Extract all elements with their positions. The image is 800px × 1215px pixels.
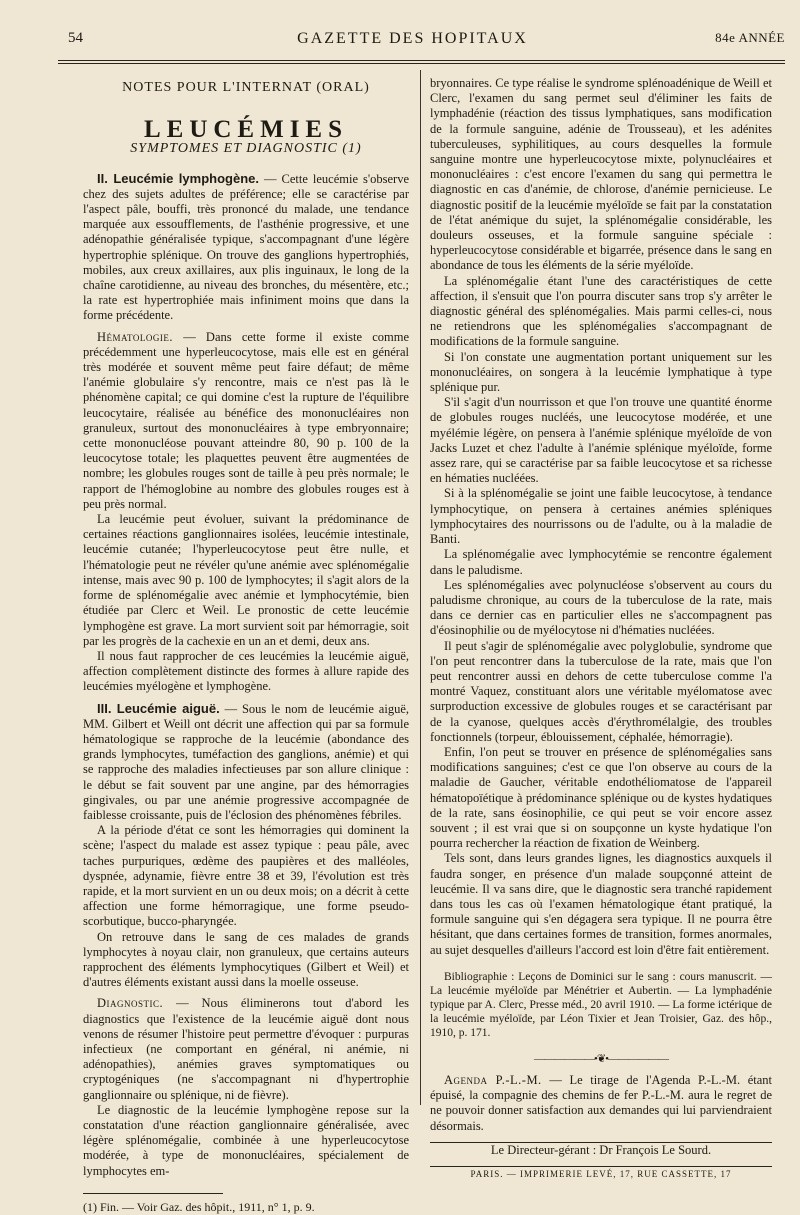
paragraph: Enfin, l'on peut se trouver en présence de splénomégalies sans modifications sanguines; c'est ce que l'on observe au cours de la maladie de Gaucher, véritable endothéliomatose de l'appareil hématopoïétique à prédominance splénique ou de kystes hydatiques de la rate, sans éosinophilie, ce qui peut se voir encore assez souvent ; il est vrai que si on soupçonne un kyste hydatique l'on pourra rechercher la réaction de fixation de Weinberg. bbox=[430, 744, 772, 851]
footnote-rule bbox=[83, 1193, 223, 1194]
subheading: Diagnostic. bbox=[97, 996, 164, 1011]
footnote: (1) Fin. — Voir Gaz. des hôpit., 1911, n° 1, p. 9. bbox=[83, 1199, 315, 1214]
page-number: 54 bbox=[68, 30, 83, 46]
paragraph: La leucémie peut évoluer, suivant la prédominance de certaines réactions ganglionnaires isolées, leucémie intestinale, leucémie cutanée; l'hyperleucocytose peut être nulle, et l'hématologie peut ne révéler qu'une anémie avec splénomégalie intense, mais avec 90 p. 100 de lymphocytes; il s'agit alors de la forme de splénomégalie avec anémie et lymphocytémie, bien étudiée par Clerc et Weil. Le pronostic de cette leucémie lymphogène est grave. La mort survient soit par hémorragie, soit par les progrès de la cachexie en un an et demi, deux ans. bbox=[83, 512, 409, 648]
paragraph-text: — Dans cette forme il existe comme précédemment une hyperleucocytose, mais elle est en général très modérée et souvent même peut faire défaut; de même l'anémie globulaire s'y rencontre, mais ce n'est pas là le phénomène capital; ce qui domine c'est la rupture de l'équilibre leucocytaire, réalisée au bénéfice des mononucléaires non granuleux, surtout des mononucléaires à type embryonnaire; cette mononucléose pouvant atteindre 80, 90 p. 100 de la leucocytose totale; les plaquettes peuvent être augmentées de nombre; les globules rouges sont de taille à peu près normale; le rapport de l'hémoglobine au nombre des globules rouges est à peu près normal. bbox=[83, 329, 409, 511]
ornament-divider: ——————•❦•—————— bbox=[534, 1052, 668, 1065]
paragraph: Si l'on constate une augmentation portant uniquement sur les mononucléaires, on songera à la leucémie lymphatique à type splénique pur. bbox=[430, 349, 772, 395]
header-rule-2 bbox=[58, 63, 785, 64]
paragraph: S'il s'agit d'un nourrisson et que l'on trouve une quantité énorme de globules rouges nucléés, une leucocytose modérée, et une myélémie légère, on pensera à l'anémie splénique myéloïde de von Jacks Luzet et chez l'adulte à l'anémie splénique myéloïde, forme assez rare, qui se caractérise par sa faible leucocytose et sa richesse en hématies nucléées. bbox=[430, 395, 772, 486]
section-kicker: NOTES POUR L'INTERNAT (ORAL) bbox=[122, 80, 370, 95]
paragraph: Il peut s'agir de splénomégalie avec polyglobulie, syndrome que l'on peut rencontrer dans la tuberculose de la rate, mais que l'on peut rencontrer aussi en dehors de cette tuberculose comme l'a montré Vaquez, constituant alors une véritable myélomatose avec surproduction excessive de globules rouges et se caractérisant par de la cyanose, quelques accès d'érythromélalgie, des troubles fonctionnels (torpeur, éblouissement, céphalée, hémorragie). bbox=[430, 638, 772, 744]
running-header bbox=[40, 30, 785, 52]
article-subtitle: SYMPTOMES ET DIAGNOSTIC (1) bbox=[130, 141, 362, 157]
subheading: Agenda P.-L.-M. bbox=[444, 1072, 542, 1087]
paragraph: Le diagnostic de la leucémie lymphogène repose sur la constatation d'une réaction ganglionnaire généralisée, avec légère splénomégalie, combinée à une hyperleucocytose modérée, à type de mononucléaires, spécialement de lymphocytes em- bbox=[83, 1102, 409, 1178]
left-column bbox=[83, 76, 409, 1215]
column-divider bbox=[420, 70, 421, 1105]
paragraph-text: — Nous éliminerons tout d'abord les diagnostics que l'existence de la leucémie aiguë dont nous venons de résumer l'histoire peut permettre d'évoquer : purpuras infectieux (ne comportant en général, ni anémie, ni adénopathies), anémies graves symptomatiques ou cryptogéniques (ne s'accompagnant ni d'hypertrophie ganglionnaire ou splénique, ni de fièvre). bbox=[83, 996, 410, 1102]
paragraph: Il nous faut rapprocher de ces leucémies la leucémie aiguë, affection complètement distincte des formes à allure rapide des leucémies myélogène et lymphogène. bbox=[83, 648, 409, 694]
paragraph: La splénomégalie avec lymphocytémie se rencontre également dans le paludisme. bbox=[430, 547, 772, 577]
paragraph: A la période d'état ce sont les hémorragies qui dominent la scène; l'aspect du malade est assez typique : peau pâle, avec taches purpuriques, œdème des paupières et des malléoles, dyspnée, adynamie, fièvre entre 38 et 39, l'évolution est très rapide, et la mort survient en un ou deux mois; on a décrit à cette affection une forme hémorragique, une forme pseudo-scorbutique, bucco-pharyngée. bbox=[83, 823, 409, 929]
section-heading: II. Leucémie lymphogène. bbox=[97, 170, 259, 186]
paragraph-text: — Cette leucémie s'observe chez des sujets adultes de préférence; elle se caractérise par l'aspect pâle, bouffi, très prononcé du malade, une tendance marquée aux essoufflements, de l'asthénie progressive, et une adénopathie généralisée typique, s'accompagnant d'une légère hypertrophie splénique. On trouve des ganglions hypertrophiés, mobiles, aux creux axillaires, aux plis inguinaux, le long de la chaîne carotidienne, au niveau des bronches, du mésentère, etc.; la rate est hypertrophiée mais infiniment moins que dans la forme précédente. bbox=[83, 171, 410, 323]
paragraph bbox=[430, 1073, 772, 1134]
signature-line: Le Directeur-gérant : Dr François Le Sourd. bbox=[490, 1142, 712, 1157]
section-heading: III. Leucémie aiguë. bbox=[97, 700, 220, 716]
paragraph bbox=[83, 171, 409, 324]
paragraph: On retrouve dans le sang de ces malades de grands lymphocytes à noyau clair, non granuleux, que certains auteurs rapprochent des éléments lymphocytiques (Gilbert et Weil) et d'autres éléments existant aussi dans la moelle osseuse. bbox=[83, 929, 409, 990]
header-rule bbox=[58, 60, 785, 61]
paragraph: Les splénomégalies avec polynucléose s'observent au cours du paludisme chronique, au cours de la tuberculose de la rate, mais dans ce dernier cas en particulier elles ne s'accompagnent pas d'éosinophilie ou de myélocytose ni d'hématies nucléées. bbox=[430, 577, 772, 638]
right-column bbox=[430, 76, 772, 1182]
paragraph: La splénomégalie étant l'une des caractéristiques de cette affection, il s'ensuit que l'on pourra discuter sans trop s'y arrêter le diagnostic général des splénomégalies. Mais parmi celles-ci, nous ne retiendrons que les splénomégalies s'accompagnant de modifications de la formule sanguine. bbox=[430, 273, 772, 349]
article-title: LEUCÉMIES bbox=[143, 116, 349, 144]
subheading: Hématologie. bbox=[97, 329, 173, 344]
paragraph bbox=[83, 701, 409, 824]
journal-title: GAZETTE DES HOPITAUX bbox=[297, 30, 528, 47]
paragraph: Tels sont, dans leurs grandes lignes, les diagnostics auxquels il faudra songer, en présence d'un malade soupçonné atteint de leucémie. Il va sans dire, que le diagnostic sera tranché rapidement dans tous les cas où l'examen hématologique étant pratiqué, la formule sanguine qui s'en dégagera sera typique. Il ne pourra être hésitant, que dans certaines formes de transition, formes anormales, au sujet desquelles d'ailleurs l'accord est loin d'être fait entièrement. bbox=[430, 851, 772, 957]
paragraph bbox=[83, 996, 409, 1102]
paragraph: bryonnaires. Ce type réalise le syndrome splénoadénique de Weill et Clerc, l'examen du sang permet seul d'éliminer les faits de lymphadénie (réaction des tissus lymphatiques, sans modification de la formule sanguine, adénie de Trousseau), et les adénites tuberculeuses, syphilitiques, au cours desquelles la formule sanguine montre une hyperleucocytose mixte, polynucléaires et mononucléaires : c'est encore l'examen du sang qui permettra le diagnostic en cas d'anémie, de chlorose, d'anémie pernicieuse. Le diagnostic positif de la leucémie myéloïde se fait par la constatation de l'état anémique du sujet, la splénomégalie considérable, les douleurs osseuses, et la formule sanguine spéciale : hyperleucocytose considérable et bigarrée, présence dans le sang en abondance de tous les éléments de la série myéloïde. bbox=[430, 76, 772, 273]
paragraph-text: — Le tirage de l'Agenda P.-L.-M. étant épuisé, la compagnie des chemins de fer P.-L.-M. aura le regret de ne pouvoir donner satisfaction aux demandes qui lui parviendraient désormais. bbox=[430, 1072, 773, 1133]
paragraph-text: — Sous le nom de leucémie aiguë, MM. Gilbert et Weill ont décrit une affection qui par sa formule hématologique se rapproche de la leucémie (abondance des grands lymphocytes, tuméfaction des ganglions, anémie) et qui se rapproche des maladies infectieuses par son allure clinique : le début se fait souvent par une angine, par des hémorragies gingivales, ou par une anémie progressive accompagnée de faiblesse croissante, puis de l'éclosion des phénomènes fébriles. bbox=[83, 701, 409, 822]
paragraph: Si à la splénomégalie se joint une faible leucocytose, à tendance lymphocytique, on pensera à certaines anémies spléniques lymphocytaires des nourrissons ou de l'adulte, ou à la maladie de Banti. bbox=[430, 486, 772, 547]
bibliography: Bibliographie : Leçons de Dominici sur le sang : cours manuscrit. — La leucémie myéloïde par Ménétrier et Aubertin. — La lymphadénie typique par A. Clerc, Presse méd., 20 avril 1910. — La forme ictérique de la leucémie myéloïde, par Léon Tixier et Jean Troisier, Gaz. des hôp., 1910, p. 171. bbox=[430, 970, 772, 1039]
volume-year: 84e ANNÉE bbox=[715, 30, 785, 45]
printer-imprint: PARIS. — IMPRIMERIE LEVÉ, 17, RUE CASSETTE, 17 bbox=[470, 1169, 732, 1179]
paragraph bbox=[83, 330, 409, 512]
